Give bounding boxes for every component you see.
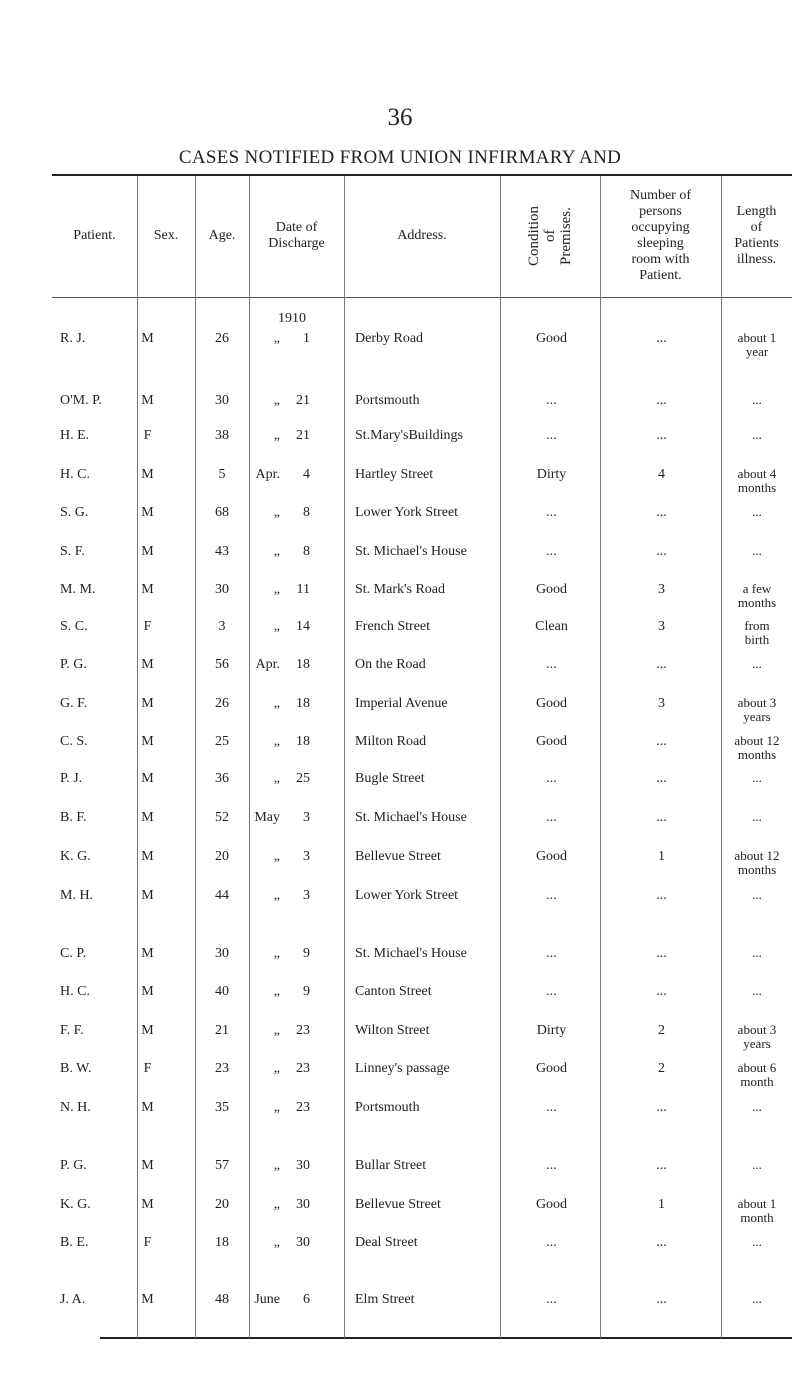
- patient-cell: M. H.: [60, 888, 94, 903]
- date-cell: [250, 888, 345, 904]
- address-cell: Portsmouth: [355, 1100, 420, 1115]
- condition-cell: ...: [546, 1100, 557, 1115]
- length-cell: ...: [752, 887, 762, 902]
- age-cell: 52: [215, 810, 229, 825]
- address-cell: French Street: [355, 619, 431, 634]
- age-cell: 21: [215, 1023, 229, 1038]
- sex-cell: M: [141, 888, 154, 903]
- date-day: 21: [296, 428, 310, 443]
- date-cell: [250, 331, 345, 347]
- header-date: Date of Discharge: [268, 220, 325, 251]
- date-cell: [250, 467, 345, 483]
- persons-cell: ...: [656, 946, 667, 961]
- address-cell: Wilton Street: [355, 1023, 430, 1038]
- date-day: 4: [303, 467, 310, 482]
- patient-cell: P. J.: [60, 771, 83, 786]
- patient-cell: M. M.: [60, 582, 96, 597]
- date-day: 23: [296, 1100, 310, 1115]
- table-bottom-rule: [100, 1337, 792, 1339]
- date-day: 8: [303, 544, 310, 559]
- date-cell: [250, 849, 345, 865]
- date-month: „: [273, 582, 280, 597]
- condition-cell: Dirty: [536, 467, 567, 482]
- condition-cell: Good: [535, 849, 568, 864]
- age-cell: 48: [215, 1292, 229, 1307]
- address-cell: Hartley Street: [355, 467, 434, 482]
- date-cell: [250, 393, 345, 409]
- date-month: „: [273, 984, 280, 999]
- length-cell: a few months: [737, 581, 777, 610]
- date-cell: [250, 657, 345, 673]
- address-cell: Bugle Street: [355, 771, 425, 786]
- patient-cell: G. F.: [60, 696, 88, 711]
- date-month: May: [254, 810, 280, 825]
- condition-cell: Good: [535, 1061, 568, 1076]
- sex-cell: M: [141, 946, 154, 961]
- patient-cell: C. S.: [60, 734, 88, 749]
- persons-cell: ...: [656, 393, 667, 408]
- condition-cell: Good: [535, 734, 568, 749]
- persons-cell: ...: [656, 1292, 667, 1307]
- patient-cell: C. P.: [60, 946, 87, 961]
- patient-cell: J. A.: [60, 1292, 86, 1307]
- date-month: „: [273, 1100, 280, 1115]
- header-condition-text: Condition of Premises.: [526, 205, 574, 266]
- date-cell: [250, 810, 345, 826]
- persons-cell: 1: [658, 1197, 665, 1212]
- age-cell: 20: [215, 849, 229, 864]
- date-day: 8: [303, 505, 310, 520]
- condition-cell: Dirty: [536, 1023, 567, 1038]
- date-day: 9: [303, 946, 310, 961]
- date-month: „: [273, 505, 280, 520]
- date-month: „: [273, 888, 280, 903]
- date-day: 3: [303, 888, 310, 903]
- length-cell: ...: [752, 392, 762, 407]
- address-cell: Lower York Street: [355, 888, 459, 903]
- length-cell: ...: [752, 1157, 762, 1172]
- date-cell: [250, 696, 345, 712]
- date-month: „: [273, 1235, 280, 1250]
- sex-cell: M: [141, 393, 154, 408]
- address-cell: St. Mark's Road: [355, 582, 446, 597]
- date-day: 11: [296, 582, 310, 597]
- date-cell: [250, 428, 345, 444]
- length-cell: ...: [752, 983, 762, 998]
- age-cell: 30: [215, 393, 229, 408]
- length-cell: ...: [752, 1234, 762, 1249]
- condition-cell: ...: [546, 393, 557, 408]
- header-length: Length of Patients illness.: [734, 204, 779, 267]
- header-persons: Number of persons occupying sleeping room with Patient.: [629, 188, 692, 283]
- sex-cell: M: [141, 849, 154, 864]
- date-month: „: [273, 331, 280, 346]
- age-cell: 20: [215, 1197, 229, 1212]
- length-cell: ...: [752, 504, 762, 519]
- length-cell: about 1 month: [737, 1196, 777, 1225]
- age-cell: 35: [215, 1100, 229, 1115]
- condition-cell: ...: [546, 657, 557, 672]
- condition-cell: ...: [546, 1158, 557, 1173]
- address-cell: Portsmouth: [355, 393, 420, 408]
- date-day: 23: [296, 1023, 310, 1038]
- age-cell: 26: [215, 696, 229, 711]
- age-cell: 43: [215, 544, 229, 559]
- age-cell: 40: [215, 984, 229, 999]
- header-condition: [500, 176, 600, 296]
- patient-cell: K. G.: [60, 849, 91, 864]
- date-day: 3: [303, 810, 310, 825]
- patient-cell: S. C.: [60, 619, 88, 634]
- persons-cell: ...: [656, 984, 667, 999]
- age-cell: 57: [215, 1158, 229, 1173]
- persons-cell: ...: [656, 810, 667, 825]
- length-cell: about 4 months: [737, 466, 777, 495]
- date-cell: [250, 1061, 345, 1077]
- age-cell: 56: [215, 657, 229, 672]
- sex-cell: M: [141, 771, 154, 786]
- date-cell: [250, 619, 345, 635]
- address-cell: Bellevue Street: [355, 1197, 441, 1212]
- date-cell: [250, 1235, 345, 1251]
- persons-cell: 3: [658, 582, 665, 597]
- age-cell: 30: [215, 946, 229, 961]
- age-cell: 30: [215, 582, 229, 597]
- condition-cell: ...: [546, 544, 557, 559]
- date-day: 25: [296, 771, 310, 786]
- year-label: 1910: [278, 311, 306, 326]
- persons-cell: ...: [656, 1235, 667, 1250]
- length-cell: from birth: [744, 618, 770, 647]
- date-cell: [250, 946, 345, 962]
- condition-cell: ...: [546, 505, 557, 520]
- condition-cell: Clean: [535, 619, 568, 634]
- condition-cell: Good: [535, 331, 568, 346]
- sex-cell: M: [141, 467, 154, 482]
- address-cell: St. Michael's House: [355, 810, 467, 825]
- date-month: „: [273, 1197, 280, 1212]
- address-cell: Elm Street: [355, 1292, 415, 1307]
- length-cell: about 3 years: [737, 1022, 777, 1051]
- persons-cell: 2: [658, 1023, 665, 1038]
- date-month: Apr.: [255, 467, 280, 482]
- date-day: 18: [296, 657, 310, 672]
- date-day: 30: [296, 1197, 310, 1212]
- address-cell: Imperial Avenue: [355, 696, 448, 711]
- sex-cell: M: [141, 984, 154, 999]
- table-header-rule: [52, 297, 792, 298]
- patient-cell: O'M. P.: [60, 393, 102, 408]
- persons-cell: 2: [658, 1061, 665, 1076]
- persons-cell: ...: [656, 888, 667, 903]
- address-cell: St. Michael's House: [355, 946, 467, 961]
- address-cell: Linney's passage: [355, 1061, 450, 1076]
- condition-cell: ...: [546, 771, 557, 786]
- age-cell: 38: [215, 428, 229, 443]
- sex-cell: M: [141, 810, 154, 825]
- sex-cell: M: [141, 505, 154, 520]
- date-cell: [250, 734, 345, 750]
- date-month: „: [273, 544, 280, 559]
- persons-cell: ...: [656, 734, 667, 749]
- sex-cell: M: [141, 582, 154, 597]
- age-cell: 18: [215, 1235, 229, 1250]
- date-month: June: [254, 1292, 280, 1307]
- persons-cell: ...: [656, 1100, 667, 1115]
- date-day: 30: [296, 1235, 310, 1250]
- patient-cell: B. F.: [60, 810, 87, 825]
- date-day: 3: [303, 849, 310, 864]
- age-cell: 3: [218, 619, 226, 634]
- date-cell: [250, 544, 345, 560]
- column-divider: [600, 176, 601, 1338]
- length-cell: ...: [752, 809, 762, 824]
- date-month: Apr.: [255, 657, 280, 672]
- condition-cell: ...: [546, 984, 557, 999]
- address-cell: Derby Road: [355, 331, 424, 346]
- date-month: „: [273, 734, 280, 749]
- condition-cell: Good: [535, 696, 568, 711]
- date-month: „: [273, 849, 280, 864]
- date-month: „: [273, 1158, 280, 1173]
- patient-cell: N. H.: [60, 1100, 91, 1115]
- date-month: „: [273, 1023, 280, 1038]
- age-cell: 26: [215, 331, 229, 346]
- address-cell: Lower York Street: [355, 505, 459, 520]
- address-cell: Canton Street: [355, 984, 432, 999]
- length-cell: about 3 years: [737, 695, 777, 724]
- date-month: „: [273, 771, 280, 786]
- address-cell: Deal Street: [355, 1235, 418, 1250]
- persons-cell: 1: [658, 849, 665, 864]
- length-cell: about 12 months: [734, 733, 780, 762]
- sex-cell: M: [141, 331, 154, 346]
- persons-cell: ...: [656, 771, 667, 786]
- page-title: CASES NOTIFIED FROM UNION INFIRMARY AND: [178, 147, 622, 168]
- address-cell: St.Mary'sBuildings: [355, 428, 463, 443]
- sex-cell: M: [141, 1023, 154, 1038]
- length-cell: ...: [752, 656, 762, 671]
- length-cell: ...: [752, 1291, 762, 1306]
- patient-cell: S. G.: [60, 505, 89, 520]
- date-cell: [250, 984, 345, 1000]
- persons-cell: 3: [658, 619, 665, 634]
- date-cell: [250, 1292, 345, 1308]
- date-month: „: [273, 619, 280, 634]
- persons-cell: ...: [656, 331, 667, 346]
- sex-cell: M: [141, 544, 154, 559]
- header-address: Address.: [397, 228, 447, 243]
- date-month: „: [273, 1061, 280, 1076]
- condition-cell: ...: [546, 1235, 557, 1250]
- persons-cell: ...: [656, 505, 667, 520]
- length-cell: ...: [752, 1099, 762, 1114]
- condition-cell: ...: [546, 946, 557, 961]
- age-cell: 44: [215, 888, 229, 903]
- length-cell: about 6 month: [737, 1060, 777, 1089]
- date-cell: [250, 505, 345, 521]
- date-month: „: [273, 393, 280, 408]
- date-cell: [250, 1197, 345, 1213]
- date-month: „: [273, 946, 280, 961]
- condition-cell: ...: [546, 428, 557, 443]
- patient-cell: H. C.: [60, 984, 90, 999]
- length-cell: about 1 year: [737, 330, 777, 359]
- patient-cell: B. W.: [60, 1061, 92, 1076]
- sex-cell: M: [141, 696, 154, 711]
- persons-cell: 3: [658, 696, 665, 711]
- patient-cell: B. E.: [60, 1235, 89, 1250]
- sex-cell: F: [143, 428, 152, 443]
- header-patient: Patient.: [73, 228, 116, 243]
- date-day: 18: [296, 696, 310, 711]
- sex-cell: M: [141, 657, 154, 672]
- patient-cell: P. G.: [60, 1158, 87, 1173]
- persons-cell: ...: [656, 428, 667, 443]
- patient-cell: R. J.: [60, 331, 86, 346]
- date-cell: [250, 582, 345, 598]
- date-day: 9: [303, 984, 310, 999]
- sex-cell: M: [141, 1158, 154, 1173]
- address-cell: Bellevue Street: [355, 849, 441, 864]
- date-month: „: [273, 428, 280, 443]
- date-cell: [250, 1158, 345, 1174]
- date-day: 6: [303, 1292, 310, 1307]
- date-cell: [250, 771, 345, 787]
- persons-cell: ...: [656, 544, 667, 559]
- persons-cell: ...: [656, 1158, 667, 1173]
- date-cell: [250, 1100, 345, 1116]
- sex-cell: M: [141, 734, 154, 749]
- persons-cell: ...: [656, 657, 667, 672]
- date-day: 1: [303, 331, 310, 346]
- address-cell: Bullar Street: [355, 1158, 427, 1173]
- patient-cell: K. G.: [60, 1197, 91, 1212]
- age-cell: 68: [215, 505, 229, 520]
- date-month: „: [273, 696, 280, 711]
- age-cell: 36: [215, 771, 229, 786]
- length-cell: ...: [752, 427, 762, 442]
- patient-cell: F. F.: [60, 1023, 84, 1038]
- header-age: Age.: [208, 228, 236, 243]
- date-cell: [250, 1023, 345, 1039]
- patient-cell: H. C.: [60, 467, 90, 482]
- sex-cell: F: [143, 1235, 152, 1250]
- date-day: 23: [296, 1061, 310, 1076]
- persons-cell: 4: [658, 467, 665, 482]
- sex-cell: M: [141, 1100, 154, 1115]
- age-cell: 23: [215, 1061, 229, 1076]
- sex-cell: F: [143, 1061, 152, 1076]
- condition-cell: ...: [546, 810, 557, 825]
- date-day: 14: [296, 619, 310, 634]
- address-cell: Milton Road: [355, 734, 427, 749]
- length-cell: about 12 months: [734, 848, 780, 877]
- age-cell: 25: [215, 734, 229, 749]
- age-cell: 5: [218, 467, 226, 482]
- date-day: 18: [296, 734, 310, 749]
- length-cell: ...: [752, 543, 762, 558]
- page-number: 36: [387, 104, 413, 131]
- condition-cell: ...: [546, 1292, 557, 1307]
- address-cell: St. Michael's House: [355, 544, 467, 559]
- length-cell: ...: [752, 945, 762, 960]
- column-divider: [500, 176, 501, 1338]
- condition-cell: Good: [535, 582, 568, 597]
- date-day: 30: [296, 1158, 310, 1173]
- condition-cell: Good: [535, 1197, 568, 1212]
- length-cell: ...: [752, 770, 762, 785]
- patient-cell: S. F.: [60, 544, 85, 559]
- sex-cell: M: [141, 1197, 154, 1212]
- patient-cell: P. G.: [60, 657, 87, 672]
- sex-cell: F: [143, 619, 152, 634]
- condition-cell: ...: [546, 888, 557, 903]
- patient-cell: H. E.: [60, 428, 90, 443]
- sex-cell: M: [141, 1292, 154, 1307]
- address-cell: On the Road: [355, 657, 426, 672]
- date-day: 21: [296, 393, 310, 408]
- header-sex: Sex.: [153, 228, 179, 243]
